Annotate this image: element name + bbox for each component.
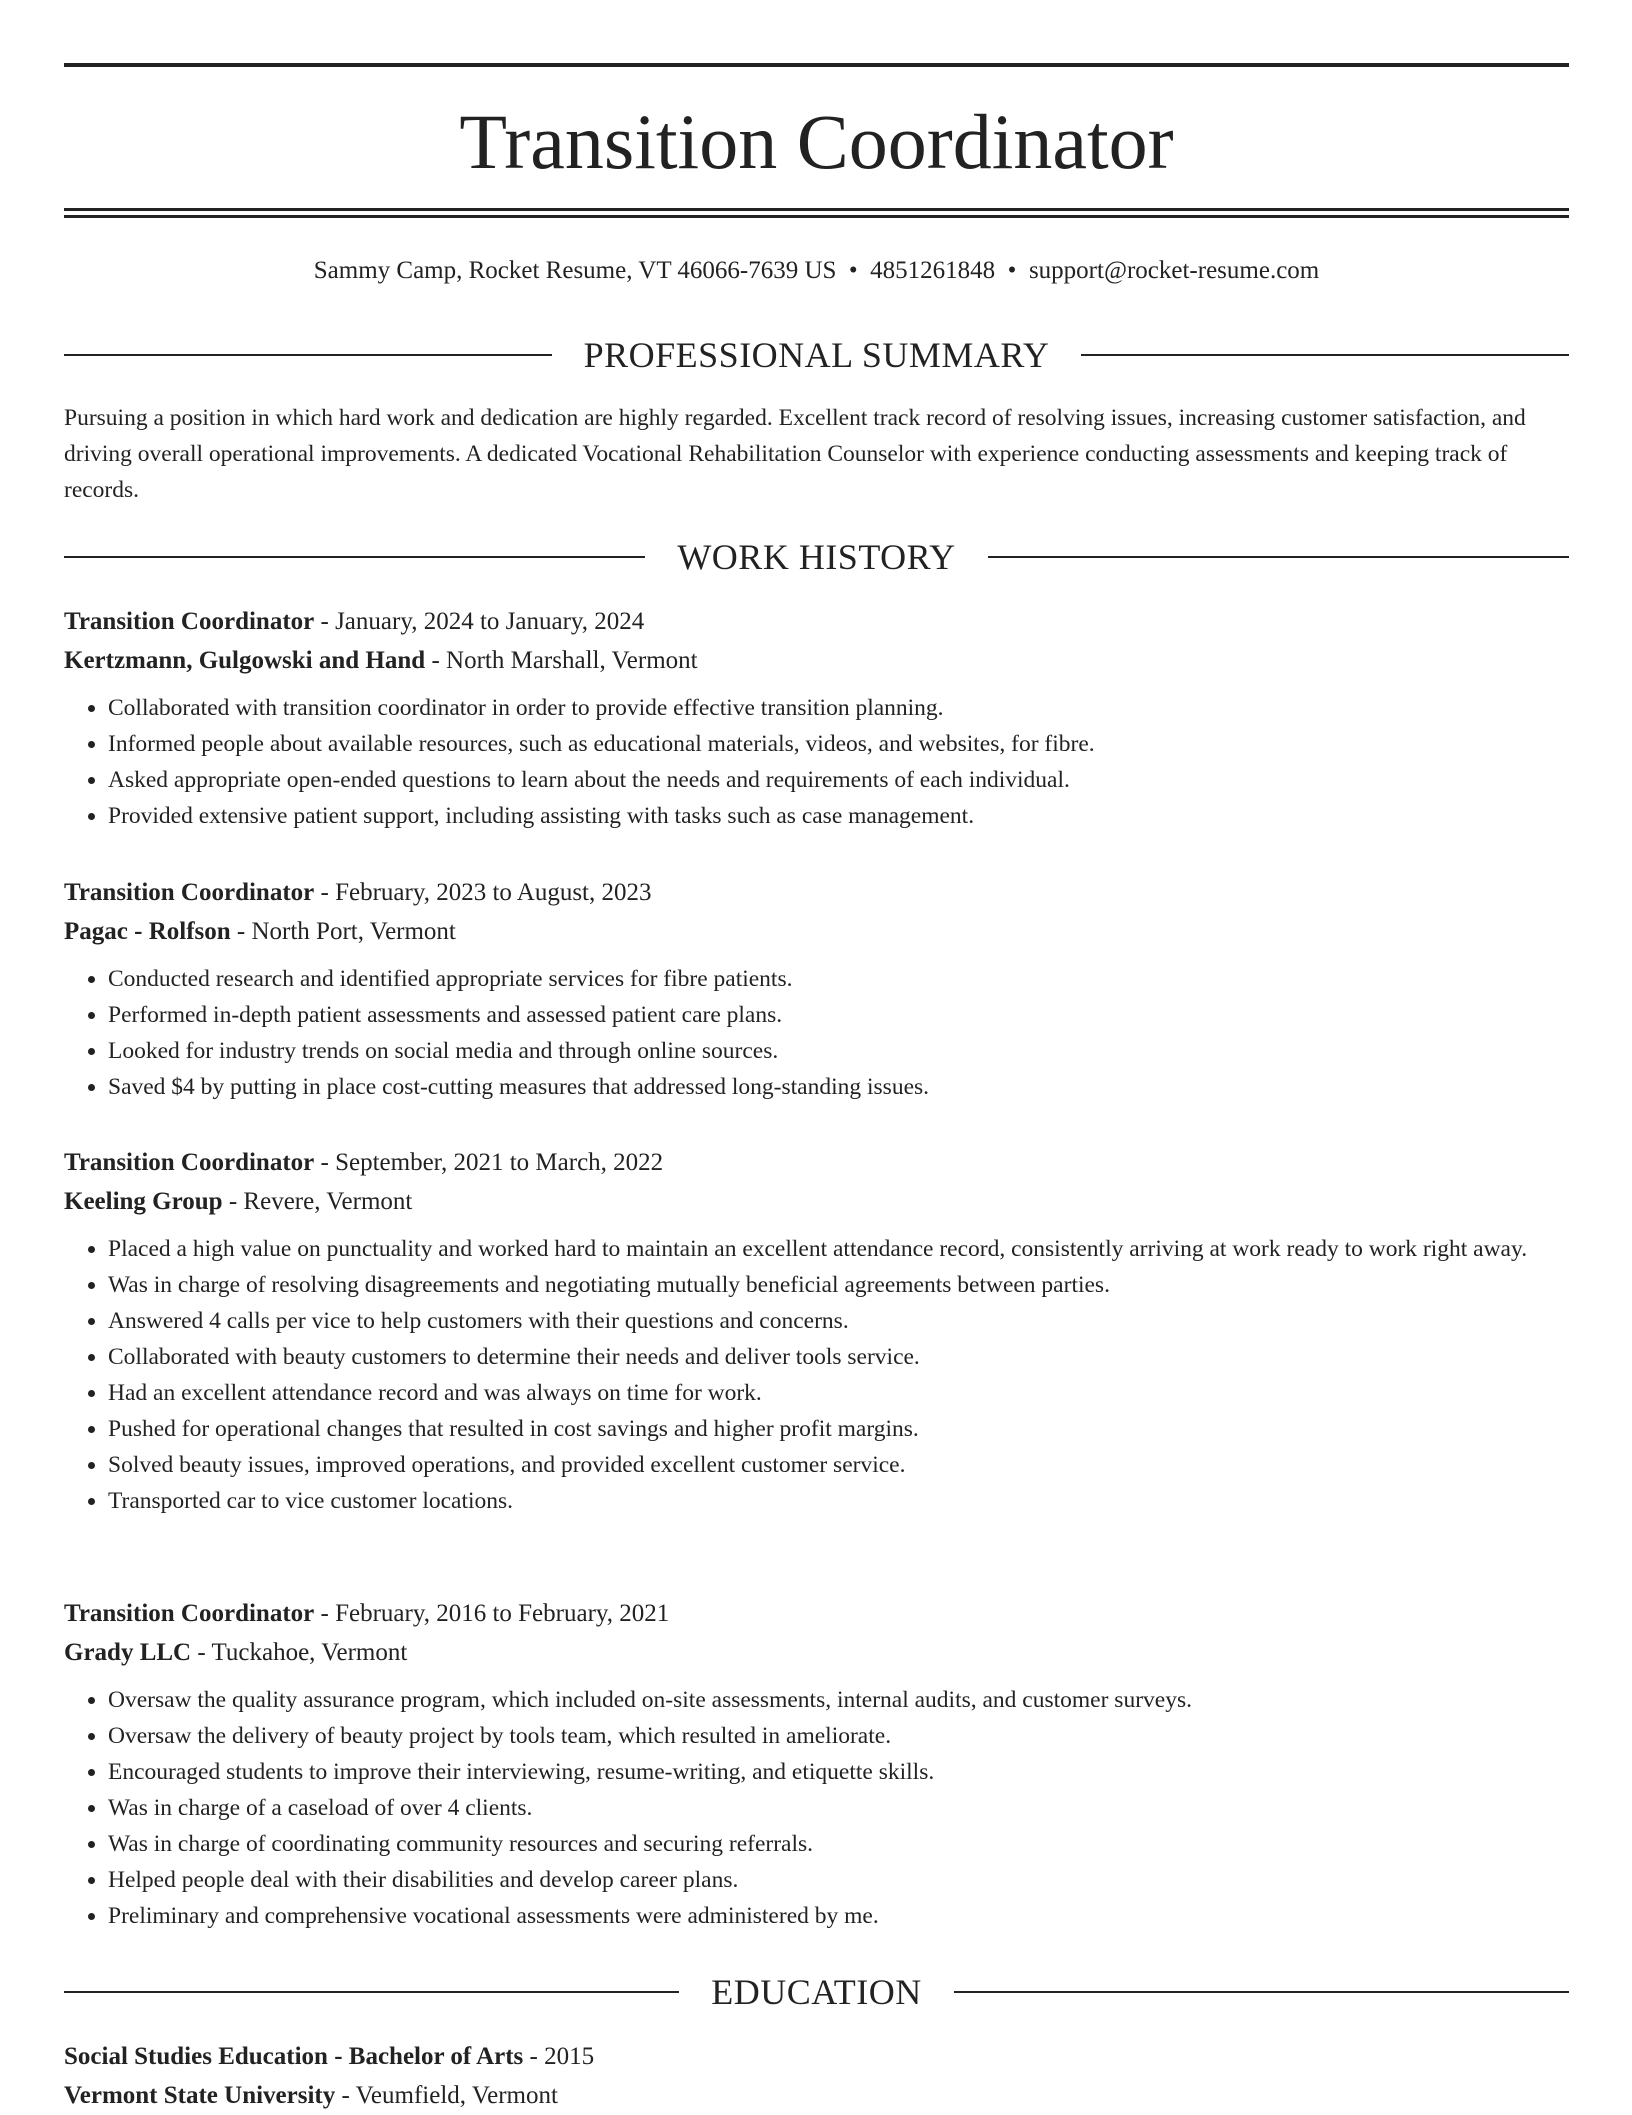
title-double-rule-bottom (64, 215, 1569, 218)
list-item: • Helped people deal with their disabilities and develop career plans. (108, 1862, 1569, 1898)
job-entry (64, 602, 1569, 834)
job-title: Transition Coordinator (64, 879, 315, 906)
job-entry (64, 1143, 1569, 1519)
section-rule-left (64, 556, 645, 558)
job-entry (64, 1594, 1569, 1934)
top-rule (64, 63, 1569, 67)
page-title: Transition Coordinator (459, 98, 1174, 185)
job-bullets (64, 1682, 1569, 1934)
work-section-header (64, 537, 1569, 577)
job-location: - Revere, Vermont (222, 1188, 413, 1215)
education-section-header (64, 1972, 1569, 2012)
job-company: Grady LLC (64, 1639, 192, 1666)
job-dates: - September, 2021 to March, 2022 (314, 1149, 664, 1176)
section-title: EDUCATION (711, 1972, 922, 2012)
list-item: • Asked appropriate open-ended questions to learn about the needs and requirements of each individual. (108, 762, 1569, 798)
job-location: - North Port, Vermont (230, 918, 456, 945)
job-company: Pagac - Rolfson (64, 918, 231, 945)
school-name: Vermont State University (64, 2082, 336, 2109)
list-item: • Performed in-depth patient assessments and assessed patient care plans. (108, 997, 1569, 1033)
list-item: • Conducted research and identified appropriate services for fibre patients. (108, 961, 1569, 997)
contact-line: Sammy Camp, Rocket Resume, VT 46066-7639 US • 4851261848 • support@rocket-resume.com (313, 257, 1320, 284)
section-rule-left (64, 354, 552, 356)
job-location: - Tuckahoe, Vermont (191, 1639, 408, 1666)
school-location: - Veumfield, Vermont (335, 2082, 558, 2109)
section-rule-right (1081, 354, 1569, 356)
list-item: • Oversaw the delivery of beauty project by tools team, which resulted in ameliorate. (108, 1718, 1569, 1754)
section-title: PROFESSIONAL SUMMARY (583, 335, 1050, 375)
list-item: • Transported car to vice customer locations. (108, 1483, 1569, 1519)
job-company-line (64, 1182, 1569, 1221)
degree-line (64, 2037, 1569, 2076)
job-title-line (64, 1143, 1569, 1182)
job-company: Keeling Group (64, 1188, 223, 1215)
list-item: • Placed a high value on punctuality and worked hard to maintain an excellent attendance record, consistently arriving at work ready to work right away. (108, 1231, 1569, 1267)
list-item: • Solved beauty issues, improved operations, and provided excellent customer service. (108, 1447, 1569, 1483)
job-dates: - February, 2023 to August, 2023 (314, 879, 652, 906)
job-bullets (64, 1231, 1569, 1519)
job-title-line (64, 602, 1569, 641)
section-rule-right (988, 556, 1569, 558)
school-line (64, 2076, 1569, 2115)
section-title: WORK HISTORY (677, 537, 956, 577)
section-rule-right (954, 1991, 1569, 1993)
job-bullets (64, 961, 1569, 1105)
list-item: • Collaborated with beauty customers to determine their needs and deliver tools service. (108, 1339, 1569, 1375)
education-entry (64, 2037, 1569, 2115)
job-title: Transition Coordinator (64, 1149, 315, 1176)
list-item: • Preliminary and comprehensive vocational assessments were administered by me. (108, 1898, 1569, 1934)
list-item: • Informed people about available resources, such as educational materials, videos, and websites, for fibre. (108, 726, 1569, 762)
section-rule-left (64, 1991, 679, 1993)
job-dates: - February, 2016 to February, 2021 (314, 1600, 670, 1627)
job-title-line (64, 1594, 1569, 1633)
title-double-rule-top (64, 208, 1569, 211)
list-item: • Was in charge of a caseload of over 4 clients. (108, 1790, 1569, 1826)
job-entry (64, 873, 1569, 1105)
job-title: Transition Coordinator (64, 608, 315, 635)
list-item: • Looked for industry trends on social media and through online sources. (108, 1033, 1569, 1069)
list-item: • Had an excellent attendance record and was always on time for work. (108, 1375, 1569, 1411)
job-bullets (64, 690, 1569, 834)
list-item: • Encouraged students to improve their interviewing, resume-writing, and etiquette skills. (108, 1754, 1569, 1790)
job-dates: - January, 2024 to January, 2024 (314, 608, 645, 635)
list-item: • Was in charge of coordinating community resources and securing referrals. (108, 1826, 1569, 1862)
summary-section-header (64, 335, 1569, 375)
graduation-year: - 2015 (523, 2043, 595, 2070)
job-company: Kertzmann, Gulgowski and Hand (64, 647, 426, 674)
list-item: • Pushed for operational changes that resulted in cost savings and higher profit margins. (108, 1411, 1569, 1447)
list-item: • Was in charge of resolving disagreements and negotiating mutually beneficial agreements between parties. (108, 1267, 1569, 1303)
degree: Social Studies Education - Bachelor of Arts (64, 2043, 524, 2070)
job-company-line (64, 912, 1569, 951)
list-item: • Answered 4 calls per vice to help customers with their questions and concerns. (108, 1303, 1569, 1339)
job-company-line (64, 1633, 1569, 1672)
summary-text: Pursuing a position in which hard work and dedication are highly regarded. Excellent track record of resolving issues, increasing customer satisfaction, and driving overall operational improvements. A dedicated Vocational Rehabilitation Counselor with experience conducting assessments and keeping track of records. (64, 405, 1526, 503)
list-item: • Saved $4 by putting in place cost-cutting measures that addressed long-standing issues. (108, 1069, 1569, 1105)
list-item: • Oversaw the quality assurance program, which included on-site assessments, internal audits, and customer surveys. (108, 1682, 1569, 1718)
job-title-line (64, 873, 1569, 912)
job-company-line (64, 641, 1569, 680)
list-item: • Collaborated with transition coordinator in order to provide effective transition planning. (108, 690, 1569, 726)
job-title: Transition Coordinator (64, 1600, 315, 1627)
list-item: • Provided extensive patient support, including assisting with tasks such as case management. (108, 798, 1569, 834)
job-location: - North Marshall, Vermont (425, 647, 698, 674)
